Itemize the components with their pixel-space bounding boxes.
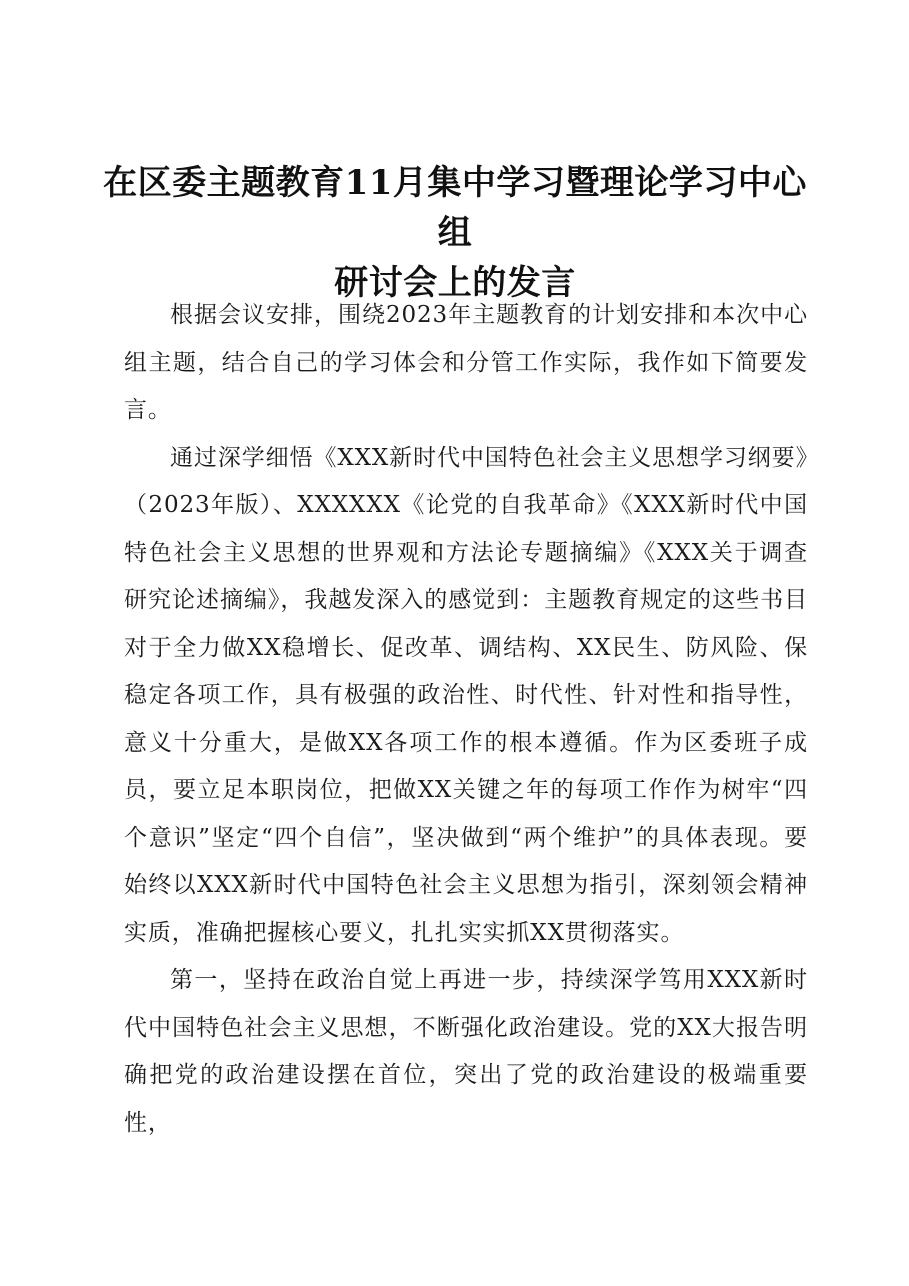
title-line-2: 研讨会上的发言 [334, 263, 576, 303]
paragraph-study: 通过深学细悟《XXX新时代中国特色社会主义思想学习纲要》（2023年版）、XXXXXX《论党的自我革命》《XXX新时代中国特色社会主义思想的世界观和方法论专题摘编》《XXX关于调查研究论述摘编》，我越发深入的感觉到：主题教育规定的这些书目对于全力做XX稳增长、促改革、调结构、XX民生、防风险、保稳定各项工作，具有极强的政治性、时代性、针对性和指导性，意义十分重大，是做XX各项工作的根本遵循。作为区委班子成员，要立足本职岗位，把做XX关键之年的每项工作作为树牢“四个意识”坚定“四个自信”，坚决做到“两个维护”的具体表现。要始终以XXX新时代中国特色社会主义思想为指引，深刻领会精神实质，准确把握核心要义，扎扎实实抓XX贯彻落实。 [124, 444, 808, 946]
paragraph-intro: 根据会议安排，围绕2023年主题教育的计划安排和本次中心组主题，结合自己的学习体会和分管工作实际，我作如下简要发言。 [124, 302, 808, 423]
title-line-1: 在区委主题教育11月集中学习暨理论学习中心组 [103, 163, 807, 253]
paragraph-first-point: 第一，坚持在政治自觉上再进一步，持续深学笃用XXX新时代中国特色社会主义思想，不断强化政治建设。党的XX大报告明确把党的政治建设摆在首位，突出了党的政治建设的极端重要性， [124, 967, 808, 1136]
document-body [124, 292, 808, 1147]
document-title [100, 158, 810, 308]
